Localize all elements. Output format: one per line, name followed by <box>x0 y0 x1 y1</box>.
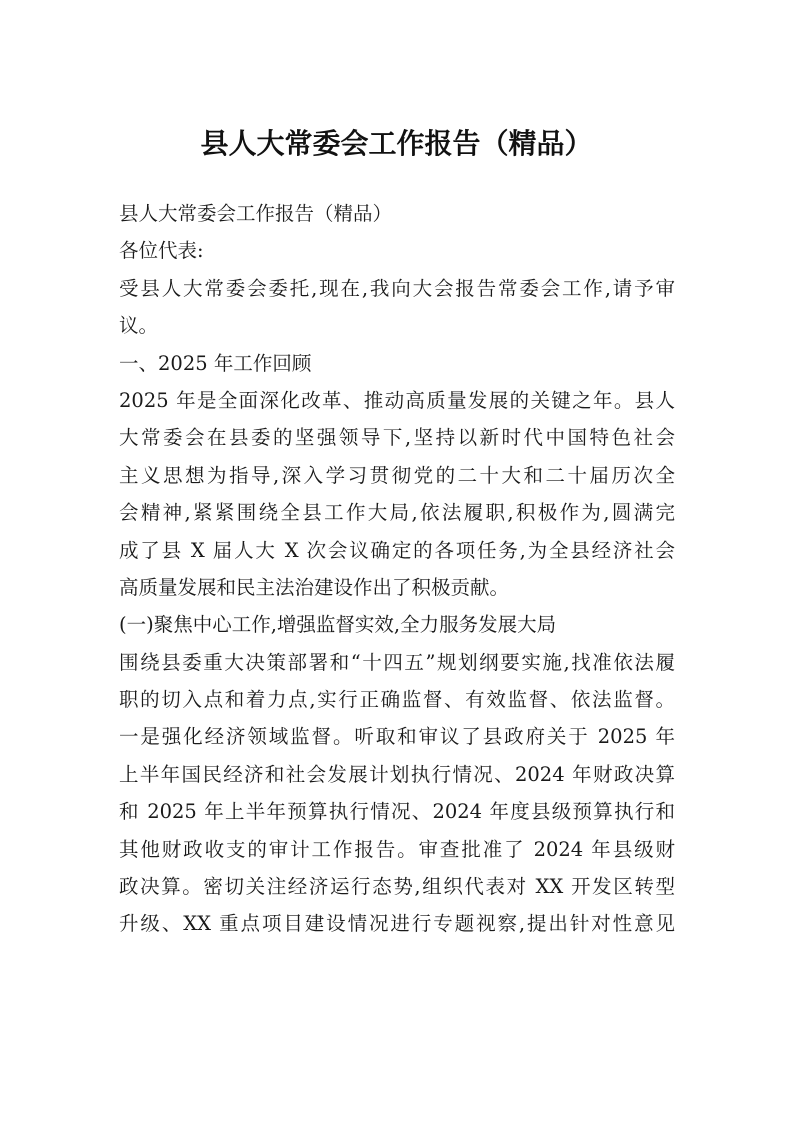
text-line: 政决算。密切关注经济运行态势,组织代表对 XX 开发区转型 <box>119 875 675 899</box>
text-line: 上半年国民经济和社会发展计划执行情况、2024 年财政决算 <box>119 762 675 786</box>
text-line: 大常委会在县委的坚强领导下,坚持以新时代中国特色社会 <box>119 426 675 450</box>
text-line: 高质量发展和民主法治建设作出了积极贡献。 <box>119 575 510 599</box>
text-line: 成了县 X 届人大 X 次会议确定的各项任务,为全县经济社会 <box>119 538 675 562</box>
text-line: 议。 <box>119 314 159 338</box>
text-line: 2025 年是全面深化改革、推动高质量发展的关键之年。县人 <box>119 388 675 412</box>
salutation-line: 各位代表: <box>119 239 204 263</box>
section-heading: 一、2025 年工作回顾 <box>119 351 312 375</box>
text-line: 一是强化经济领域监督。听取和审议了县政府关于 2025 年 <box>119 725 675 749</box>
subtitle-line: 县人大常委会工作报告（精品） <box>119 202 393 225</box>
document-title: 县人大常委会工作报告（精品） <box>200 127 593 160</box>
text-line: 围绕县委重大决策部署和“十四五”规划纲要实施,找准依法履 <box>119 650 675 674</box>
text-line: 职的切入点和着力点,实行正确监督、有效监督、依法监督。 <box>119 688 675 712</box>
subsection-heading: (一)聚焦中心工作,增强监督实效,全力服务发展大局 <box>119 613 557 637</box>
text-line: 主义思想为指导,深入学习贯彻党的二十大和二十届历次全 <box>119 463 675 487</box>
text-line: 升级、XX 重点项目建设情况进行专题视察,提出针对性意见 <box>119 912 675 936</box>
text-line: 受县人大常委会委托,现在,我向大会报告常委会工作,请予审 <box>119 276 675 300</box>
text-line: 其他财政收支的审计工作报告。审查批准了 2024 年县级财 <box>119 837 675 861</box>
text-line: 会精神,紧紧围绕全县工作大局,依法履职,积极作为,圆满完 <box>119 501 675 525</box>
text-line: 和 2025 年上半年预算执行情况、2024 年度县级预算执行和 <box>119 800 675 824</box>
document-body <box>119 195 675 943</box>
